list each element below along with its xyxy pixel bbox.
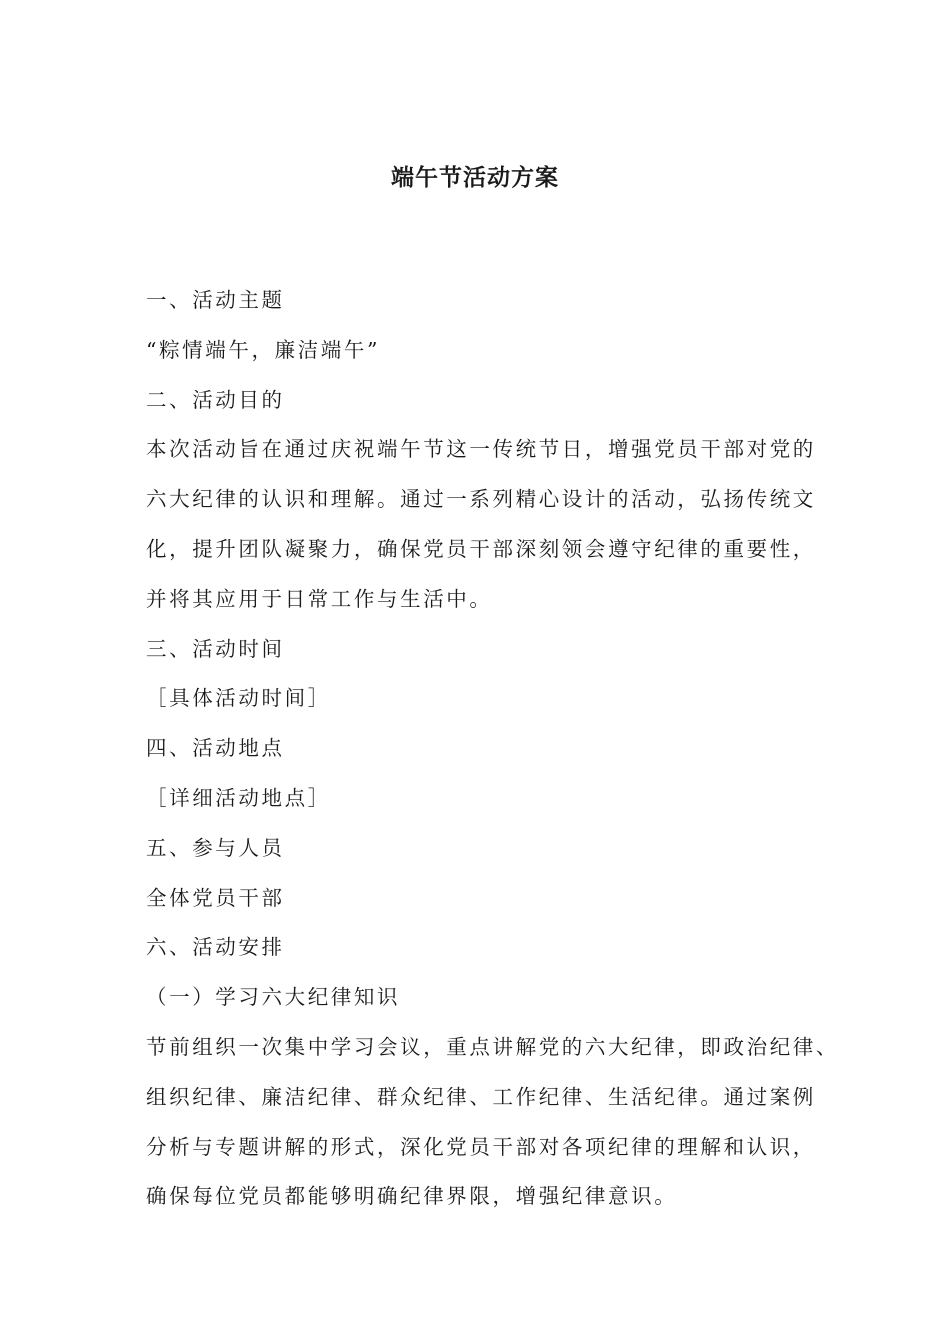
location-text: ［详细活动地点］ xyxy=(146,785,331,810)
subsection-heading-study: （一）学习六大纪律知识 xyxy=(146,985,401,1010)
section-heading-theme: 一、活动主题 xyxy=(146,288,285,312)
section-heading-purpose: 二、活动目的 xyxy=(146,387,285,412)
study-line-2: 组织纪律、廉洁纪律、群众纪律、工作纪律、生活纪律。通过案例 xyxy=(146,1084,816,1109)
participants-text: 全体党员干部 xyxy=(146,885,285,910)
section-heading-time: 三、活动时间 xyxy=(146,636,285,661)
section-heading-arrangement: 六、活动安排 xyxy=(146,935,285,960)
purpose-line-1: 本次活动旨在通过庆祝端午节这一传统节日，增强党员干部对党的 xyxy=(146,437,816,462)
study-line-4: 确保每位党员都能够明确纪律界限，增强纪律意识。 xyxy=(146,1184,678,1209)
document-body xyxy=(146,276,839,1222)
section-heading-participants: 五、参与人员 xyxy=(146,835,285,860)
study-line-1: 节前组织一次集中学习会议，重点讲解党的六大纪律，即政治纪律、 xyxy=(146,1034,839,1059)
theme-text: “粽情端午，廉洁端午” xyxy=(146,337,381,362)
purpose-line-3: 化，提升团队凝聚力，确保党员干部深刻领会遵守纪律的重要性， xyxy=(146,536,816,561)
document-title: 端午节活动方案 xyxy=(391,164,559,191)
purpose-line-4: 并将其应用于日常工作与生活中。 xyxy=(146,586,493,611)
time-text: ［具体活动时间］ xyxy=(146,686,331,711)
section-heading-location: 四、活动地点 xyxy=(146,736,285,761)
purpose-line-2: 六大纪律的认识和理解。通过一系列精心设计的活动，弘扬传统文 xyxy=(146,487,816,512)
study-line-3: 分析与专题讲解的形式，深化党员干部对各项纪律的理解和认识， xyxy=(146,1134,816,1159)
